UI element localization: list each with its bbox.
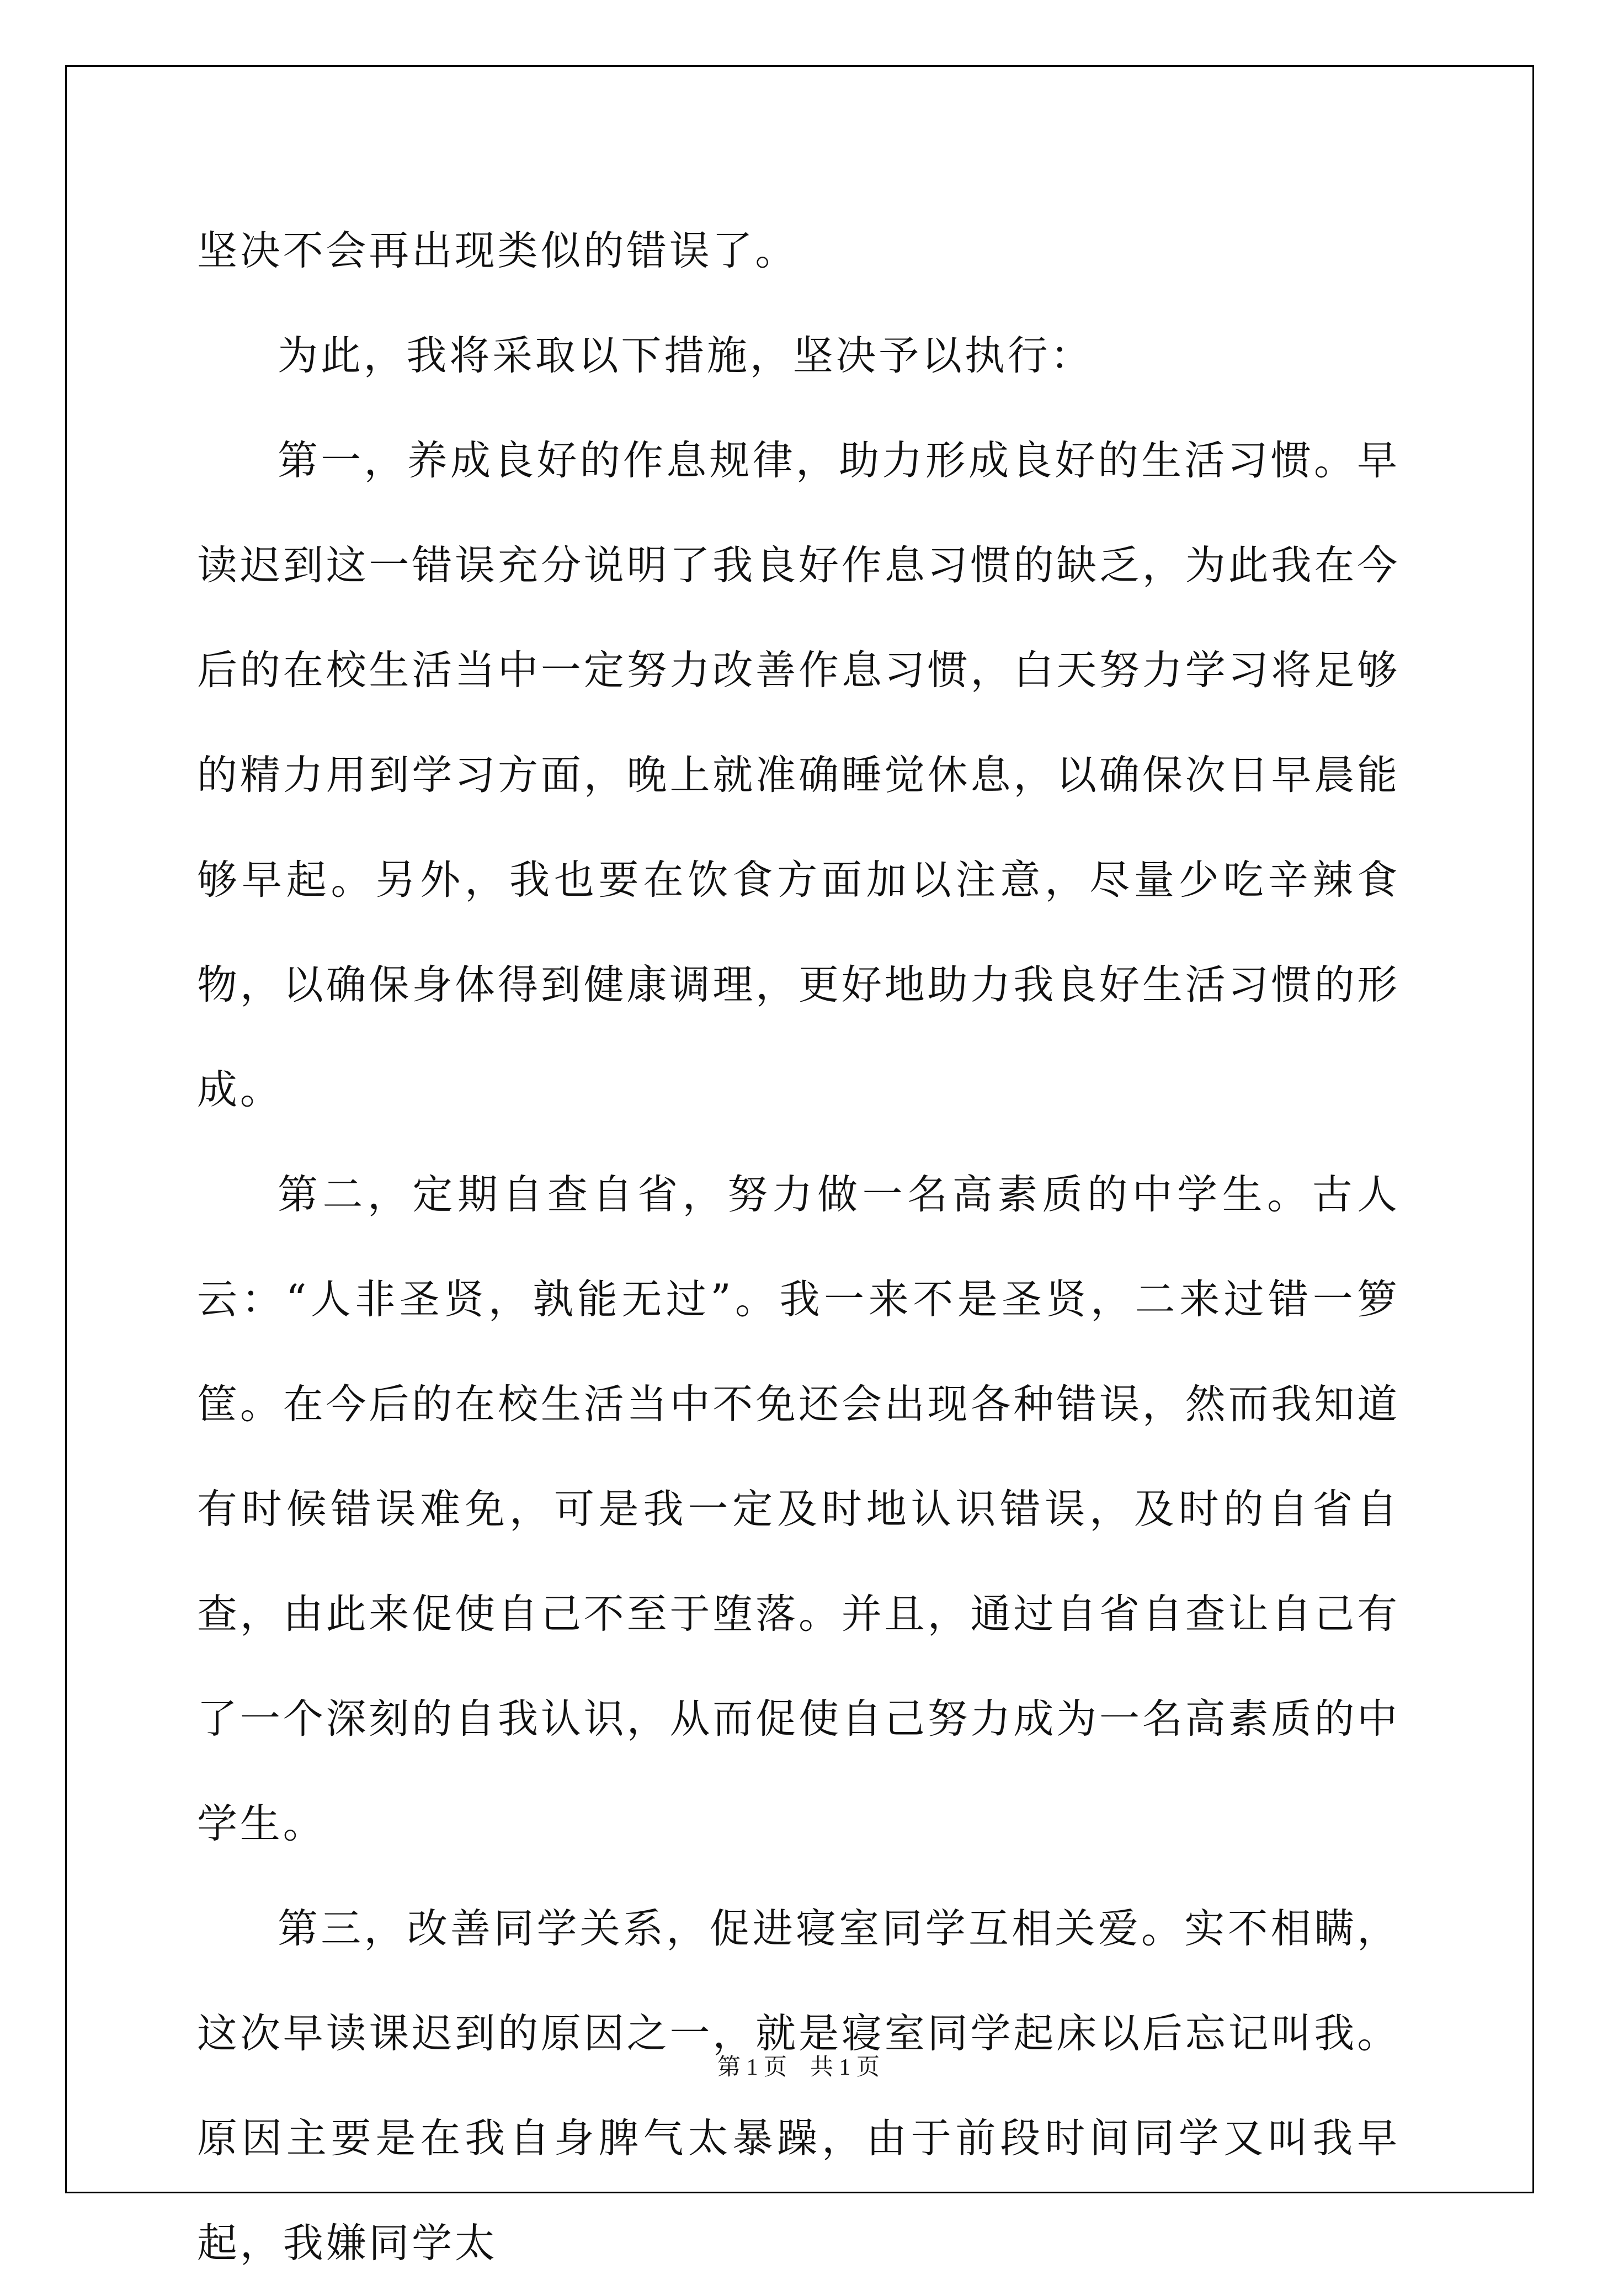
paragraph-measure-one: 第一，养成良好的作息规律，助力形成良好的生活习惯。早读迟到这一错误充分说明了我良好作息习惯的缺乏，为此我在今后的在校生活当中一定努力改善作息习惯，白天努力学习将足够的精力用到学习方面，晚上就准确睡觉休息，以确保次日早晨能够早起。另外，我也要在饮食方面加以注意，尽量少吃辛辣食物，以确保身体得到健康调理，更好地助力我良好生活习惯的形成。 [197, 437, 1400, 1113]
paragraph-measures-intro: 为此，我将采取以下措施，坚决予以执行： [278, 332, 1094, 379]
page-number-footer: 第 1 页 共 1 页 [717, 2055, 880, 2080]
document-body [197, 199, 1400, 2296]
paragraph-continuation: 坚决不会再出现类似的错误了。 [197, 227, 799, 274]
paragraph-measure-two: 第二，定期自查自省，努力做一名高素质的中学生。古人云：“人非圣贤，孰能无过”。我一来不是圣贤，二来过错一箩筐。在今后的在校生活当中不免还会出现各种错误，然而我知道有时候错误难免，可是我一定及时地认识错误，及时的自省自查，由此来促使自己不至于堕落。并且，通过自省自查让自己有了一个深刻的自我认识，从而促使自己努力成为一名高素质的中学生。 [197, 1171, 1400, 1847]
paragraph-measure-three: 第三，改善同学关系，促进寝室同学互相关爱。实不相瞒，这次早读课迟到的原因之一，就是寝室同学起床以后忘记叫我。原因主要是在我自身脾气太暴躁，由于前段时间同学又叫我早起，我嫌同学太 [197, 1905, 1400, 2267]
